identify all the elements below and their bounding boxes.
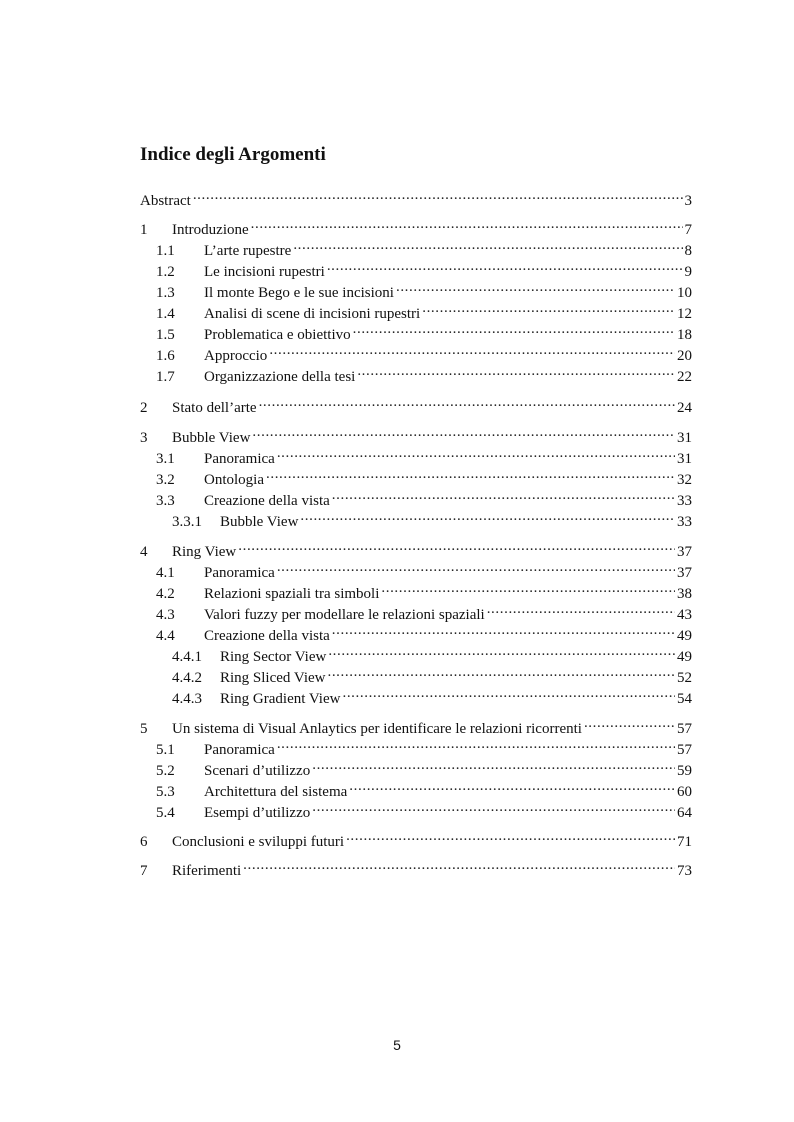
- toc-entry[interactable]: [140, 755, 692, 779]
- toc-entry-page: 18: [677, 327, 692, 343]
- dot-leader: [381, 578, 675, 598]
- toc-entry-page: 57: [677, 742, 692, 758]
- toc-entry-page: 64: [677, 805, 692, 821]
- toc-entry-label: Organizzazione della tesi: [204, 369, 356, 385]
- dot-leader: [349, 776, 675, 796]
- toc-entry-number: 4.1: [156, 565, 175, 581]
- dot-leader: [312, 797, 675, 817]
- toc-entry-number: 4.4.2: [172, 670, 202, 686]
- toc-entry-number: 4.4: [156, 628, 175, 644]
- toc-entry-label: Bubble View: [172, 430, 251, 446]
- toc-entry-number: 2: [140, 400, 148, 416]
- toc-entry-label: Panoramica: [204, 742, 275, 758]
- toc-entry-label: Analisi di scene di incisioni rupestri: [204, 306, 421, 322]
- dot-leader: [396, 277, 675, 297]
- dot-leader: [277, 734, 675, 754]
- toc-entry[interactable]: [140, 734, 692, 758]
- toc-entry-page: 31: [677, 430, 692, 446]
- dot-leader: [487, 599, 675, 619]
- toc-entry-label: Ontologia: [204, 472, 264, 488]
- toc-entry-number: 3.3: [156, 493, 175, 509]
- toc-entry[interactable]: [140, 319, 692, 343]
- dot-leader: [357, 361, 675, 381]
- dot-leader: [293, 235, 682, 255]
- toc-entry-label: Riferimenti: [172, 863, 242, 879]
- toc-entry[interactable]: [140, 599, 692, 623]
- toc-entry-page: 49: [677, 649, 692, 665]
- toc-entry[interactable]: [140, 797, 692, 821]
- toc-entry[interactable]: [140, 235, 692, 259]
- toc-entry-number: 5.4: [156, 805, 175, 821]
- toc-entry-number: 5: [140, 721, 148, 737]
- toc-entry-number: 1.7: [156, 369, 175, 385]
- toc-entry-page: 37: [677, 544, 692, 560]
- dot-leader: [251, 214, 683, 234]
- toc-entry[interactable]: [140, 422, 692, 446]
- toc-entry[interactable]: [140, 443, 692, 467]
- toc-entry[interactable]: [140, 277, 692, 301]
- toc-entry-page: 3: [684, 193, 692, 209]
- toc-entry[interactable]: [140, 392, 692, 416]
- toc-entry-page: 57: [677, 721, 692, 737]
- toc-entry[interactable]: [140, 361, 692, 385]
- dot-leader: [243, 855, 675, 875]
- toc-entry-label: Creazione della vista: [204, 493, 330, 509]
- toc-entry-number: 1.6: [156, 348, 175, 364]
- toc-entry-label: Introduzione: [172, 222, 249, 238]
- toc-entry-label: Approccio: [204, 348, 268, 364]
- toc-entry-number: 7: [140, 863, 148, 879]
- dot-leader: [312, 755, 675, 775]
- dot-leader: [584, 713, 675, 733]
- toc-entry-page: 60: [677, 784, 692, 800]
- dot-leader: [277, 557, 675, 577]
- toc-entry-number: 4.4.3: [172, 691, 202, 707]
- toc-entry-number: 3.2: [156, 472, 175, 488]
- toc-entry[interactable]: [140, 620, 692, 644]
- toc-entry-number: 1.5: [156, 327, 175, 343]
- toc-entry[interactable]: [140, 578, 692, 602]
- toc-entry[interactable]: [140, 256, 692, 280]
- toc-entry-page: 31: [677, 451, 692, 467]
- toc-entry[interactable]: [140, 298, 692, 322]
- toc-entry-label: Panoramica: [204, 565, 275, 581]
- dot-leader: [193, 185, 683, 205]
- toc-entry-page: 24: [677, 400, 692, 416]
- toc-entry-page: 43: [677, 607, 692, 623]
- toc-entry-label: Valori fuzzy per modellare le relazioni spaziali: [204, 607, 485, 623]
- toc-entry-page: 49: [677, 628, 692, 644]
- toc-entry-number: 1.1: [156, 243, 175, 259]
- toc-entry-page: 38: [677, 586, 692, 602]
- dot-leader: [238, 536, 675, 556]
- dot-leader: [300, 506, 675, 526]
- toc-entry-page: 33: [677, 514, 692, 530]
- toc-entry-page: 52: [677, 670, 692, 686]
- toc-entry-page: 37: [677, 565, 692, 581]
- toc-entry[interactable]: [140, 185, 692, 209]
- toc-entry-number: 1.2: [156, 264, 175, 280]
- toc-entry-number: 5.3: [156, 784, 175, 800]
- toc-entry[interactable]: [140, 506, 692, 530]
- toc-entry-label: L’arte rupestre: [204, 243, 292, 259]
- toc-entry[interactable]: [140, 662, 692, 686]
- toc-entry-page: 20: [677, 348, 692, 364]
- dot-leader: [266, 464, 675, 484]
- toc-entry-page: 33: [677, 493, 692, 509]
- dot-leader: [269, 340, 675, 360]
- toc-entry-number: 5.1: [156, 742, 175, 758]
- toc-entry-page: 7: [684, 222, 692, 238]
- toc-entry-page: 22: [677, 369, 692, 385]
- toc-entry-label: Creazione della vista: [204, 628, 330, 644]
- toc-entry-number: 1.3: [156, 285, 175, 301]
- toc-entry-label: Scenari d’utilizzo: [204, 763, 311, 779]
- toc-entry[interactable]: [140, 641, 692, 665]
- toc-entry-label: Abstract: [140, 193, 191, 209]
- toc-entry-number: 4.4.1: [172, 649, 202, 665]
- dot-leader: [332, 485, 675, 505]
- toc-entry-page: 9: [684, 264, 692, 280]
- toc-entry-page: 12: [677, 306, 692, 322]
- toc-entry-number: 4.3: [156, 607, 175, 623]
- toc-entry[interactable]: [140, 340, 692, 364]
- toc-entry-label: Bubble View: [220, 514, 299, 530]
- toc-title: Indice degli Argomenti: [140, 144, 326, 165]
- toc-entry-number: 1.4: [156, 306, 175, 322]
- toc-entry-label: Le incisioni rupestri: [204, 264, 325, 280]
- toc-entry-number: 4: [140, 544, 148, 560]
- toc-entry-label: Ring View: [172, 544, 237, 560]
- toc-entry-number: 5.2: [156, 763, 175, 779]
- toc-entry[interactable]: [140, 826, 692, 850]
- toc-entry-label: Stato dell’arte: [172, 400, 257, 416]
- toc-entry-label: Ring Gradient View: [220, 691, 341, 707]
- dot-leader: [252, 422, 675, 442]
- toc-entry[interactable]: [140, 855, 692, 879]
- dot-leader: [259, 392, 675, 412]
- toc-entry-page: 32: [677, 472, 692, 488]
- dot-leader: [327, 662, 675, 682]
- toc-entry[interactable]: [140, 557, 692, 581]
- toc-entry-label: Panoramica: [204, 451, 275, 467]
- toc-entry-page: 10: [677, 285, 692, 301]
- toc-entry-number: 4.2: [156, 586, 175, 602]
- toc-entry-label: Un sistema di Visual Anlaytics per identificare le relazioni ricorrenti: [172, 721, 582, 737]
- page-number: 5: [393, 1037, 401, 1053]
- toc-entry-number: 3.1: [156, 451, 175, 467]
- toc-entry-page: 71: [677, 834, 692, 850]
- dot-leader: [422, 298, 675, 318]
- toc-entry-page: 54: [677, 691, 692, 707]
- dot-leader: [332, 620, 675, 640]
- dot-leader: [342, 683, 675, 703]
- toc-entry-label: Esempi d’utilizzo: [204, 805, 311, 821]
- toc-entry[interactable]: [140, 214, 692, 238]
- toc-entry-page: 73: [677, 863, 692, 879]
- toc-entry-number: 3.3.1: [172, 514, 202, 530]
- dot-leader: [353, 319, 675, 339]
- dot-leader: [328, 641, 675, 661]
- toc-entry[interactable]: [140, 776, 692, 800]
- toc-entry[interactable]: [140, 464, 692, 488]
- toc-entry[interactable]: [140, 485, 692, 509]
- toc-entry[interactable]: [140, 683, 692, 707]
- toc-entry-label: Problematica e obiettivo: [204, 327, 351, 343]
- toc-entry-number: 1: [140, 222, 148, 238]
- dot-leader: [346, 826, 675, 846]
- toc-entry-label: Conclusioni e sviluppi futuri: [172, 834, 345, 850]
- dot-leader: [277, 443, 675, 463]
- toc-entry-label: Ring Sector View: [220, 649, 327, 665]
- toc-entry[interactable]: [140, 536, 692, 560]
- toc-entry-number: 6: [140, 834, 148, 850]
- toc-entry-label: Relazioni spaziali tra simboli: [204, 586, 380, 602]
- toc-entry[interactable]: [140, 713, 692, 737]
- toc-entry-label: Ring Sliced View: [220, 670, 326, 686]
- toc-entry-label: Il monte Bego e le sue incisioni: [204, 285, 394, 301]
- toc-entry-page: 8: [684, 243, 692, 259]
- toc-entry-number: 3: [140, 430, 148, 446]
- dot-leader: [327, 256, 683, 276]
- toc-entry-page: 59: [677, 763, 692, 779]
- toc-entry-label: Architettura del sistema: [204, 784, 348, 800]
